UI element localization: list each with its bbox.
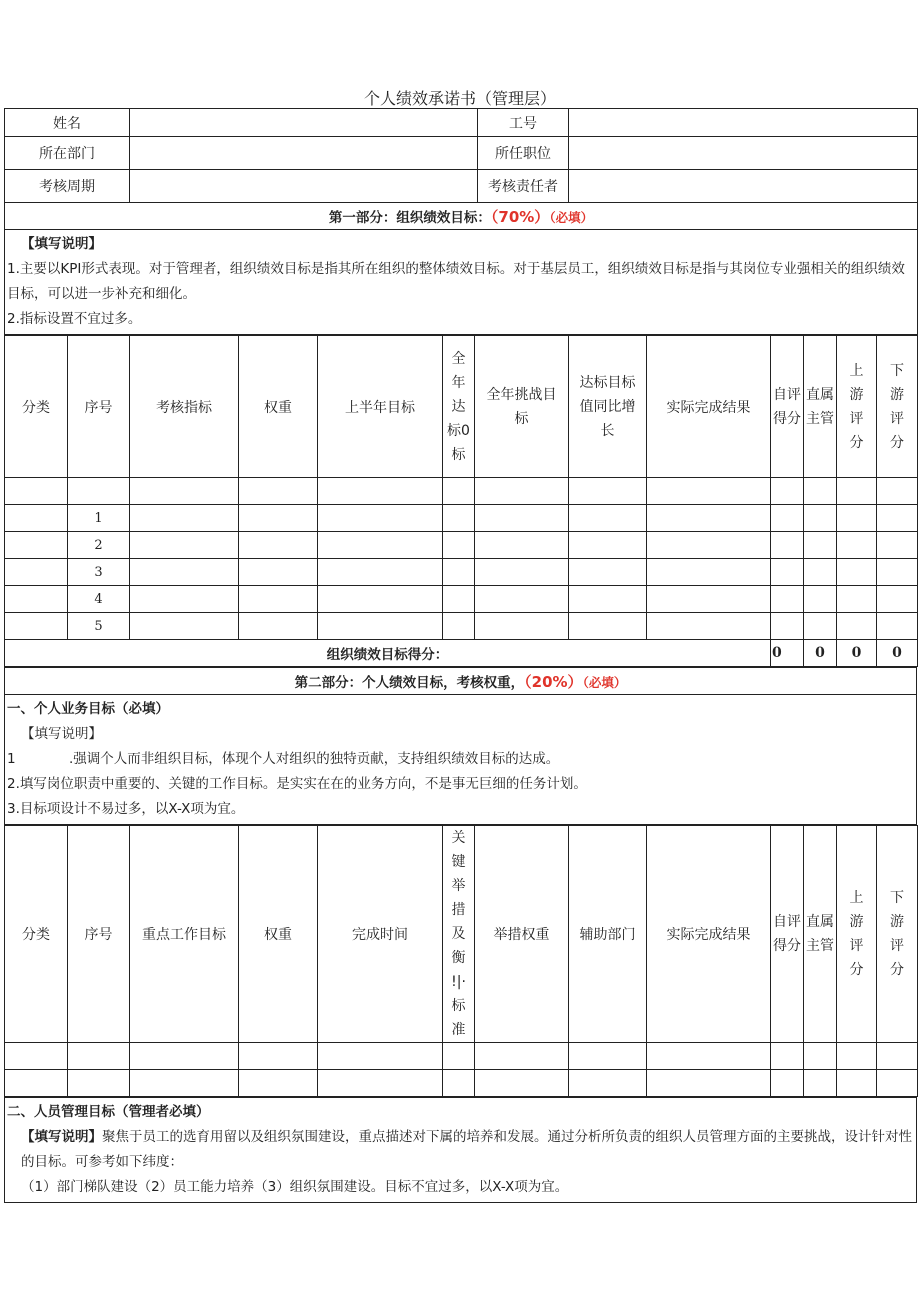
cell[interactable]: [837, 613, 877, 640]
col-annual-target: 全 年 达 标0 标: [443, 336, 475, 478]
col-category: 分类: [5, 336, 68, 478]
score-upstream: 0: [837, 640, 877, 667]
cell[interactable]: [569, 613, 647, 640]
part1-instructions: [5, 230, 918, 335]
cell[interactable]: [804, 478, 837, 505]
kpi-table: [4, 335, 918, 667]
cell[interactable]: [475, 478, 569, 505]
performance-form: [4, 108, 917, 1203]
part2-instr-2: 2.填写岗位职责中重要的、关键的工作目标。是实实在在的业务方向，不是事无巨细的任务计划。: [7, 776, 587, 792]
cell[interactable]: [443, 1070, 475, 1097]
cell[interactable]: [647, 1070, 771, 1097]
cell[interactable]: [318, 559, 443, 586]
cell[interactable]: [443, 586, 475, 613]
cell[interactable]: [239, 532, 318, 559]
col-seq: 序号: [68, 826, 130, 1043]
id-label: 工号: [478, 109, 569, 137]
cell[interactable]: [877, 532, 918, 559]
period-label: 考核周期: [5, 170, 130, 203]
cell[interactable]: [130, 1043, 239, 1070]
cell[interactable]: [877, 478, 918, 505]
cell[interactable]: [68, 478, 130, 505]
col-manager: 直属主管: [804, 826, 837, 1043]
cell[interactable]: [443, 478, 475, 505]
table-row: [5, 559, 918, 586]
part1-instr-1: 1.主要以KPI形式表现。对于管理者，组织绩效目标是指其所在组织的整体绩效目标。对于基层员工，组织绩效目标是指与其岗位专业强相关的组织绩效目标，可以进一步补充和细化。: [7, 261, 905, 302]
cell[interactable]: [771, 478, 804, 505]
col-downstream: 下 游 评 分: [877, 826, 918, 1043]
cell[interactable]: [130, 478, 239, 505]
col-weight: 权重: [239, 826, 318, 1043]
col-indicator: 考核指标: [130, 336, 239, 478]
cell[interactable]: [475, 1070, 569, 1097]
cell[interactable]: [239, 559, 318, 586]
col-downstream: 下 游 评 分: [877, 336, 918, 478]
people-mgmt-section: [4, 1097, 917, 1203]
col-yoy: 达标目标值同比增长: [569, 336, 647, 478]
part1-instructions-title: 【填写说明】: [21, 236, 102, 252]
cell[interactable]: [647, 1043, 771, 1070]
cell[interactable]: [318, 586, 443, 613]
cell[interactable]: [837, 478, 877, 505]
cell[interactable]: [569, 1043, 647, 1070]
cell[interactable]: [877, 1043, 918, 1070]
cell[interactable]: [804, 586, 837, 613]
cell[interactable]: [68, 1043, 130, 1070]
page-title: 个人绩效承诺书（管理层）: [363, 89, 556, 108]
cell[interactable]: [837, 1070, 877, 1097]
cell[interactable]: [239, 1070, 318, 1097]
cell[interactable]: [569, 505, 647, 532]
col-weight: 权重: [239, 336, 318, 478]
part1-heading: 第一部分：组织绩效目标：（70%）（必填）: [5, 203, 918, 230]
cell[interactable]: [647, 586, 771, 613]
cell[interactable]: [475, 1043, 569, 1070]
row-seq: 2: [68, 532, 130, 559]
cell[interactable]: [569, 1070, 647, 1097]
cell[interactable]: [239, 505, 318, 532]
position-field[interactable]: [569, 137, 918, 170]
cell[interactable]: [130, 505, 239, 532]
cell[interactable]: [569, 586, 647, 613]
cell[interactable]: [443, 505, 475, 532]
col-manager: 直属主管: [804, 336, 837, 478]
cell[interactable]: [647, 613, 771, 640]
cell[interactable]: [130, 1070, 239, 1097]
col-support-dept: 辅助部门: [569, 826, 647, 1043]
cell[interactable]: [771, 532, 804, 559]
name-label: 姓名: [5, 109, 130, 137]
cell[interactable]: [475, 559, 569, 586]
cell[interactable]: [647, 505, 771, 532]
sub1-title: 一、个人业务目标（必填）: [7, 701, 169, 717]
cell[interactable]: [647, 559, 771, 586]
cell[interactable]: [475, 505, 569, 532]
cell[interactable]: [837, 532, 877, 559]
col-seq: 序号: [68, 336, 130, 478]
table-row: [5, 505, 918, 532]
cell[interactable]: [5, 505, 68, 532]
col-measures: 关 键 举 措 及 衡 !|· 标 准: [443, 826, 475, 1043]
cell[interactable]: [804, 1070, 837, 1097]
col-self: 自评得分: [771, 336, 804, 478]
table-row: [5, 586, 918, 613]
cell[interactable]: [130, 613, 239, 640]
cell[interactable]: [239, 613, 318, 640]
cell[interactable]: [647, 478, 771, 505]
cell[interactable]: [130, 559, 239, 586]
cell[interactable]: [68, 1070, 130, 1097]
sub2-instructions: 【填写说明】聚焦于员工的选育用留以及组织氛围建设，重点描述对下属的培养和发展。通过分析所负责的组织人员管理方面的主要挑战，设计针对性的目标。可参考如下纬度：: [21, 1129, 912, 1170]
cell[interactable]: [5, 559, 68, 586]
table-row: [5, 613, 918, 640]
score-downstream: 0: [877, 640, 918, 667]
part2-instructions: [5, 695, 917, 825]
col-measure-weight: 举措权重: [475, 826, 569, 1043]
part2-weight: （20%）: [524, 672, 583, 691]
cell[interactable]: [569, 559, 647, 586]
cell[interactable]: [771, 1070, 804, 1097]
col-key-goal: 重点工作目标: [130, 826, 239, 1043]
cell[interactable]: [239, 586, 318, 613]
cell[interactable]: [877, 505, 918, 532]
row-seq: 4: [68, 586, 130, 613]
cell[interactable]: [239, 1043, 318, 1070]
cell[interactable]: [837, 1043, 877, 1070]
cell[interactable]: [475, 613, 569, 640]
part2-instr-1: 1 .强调个人而非组织目标，体现个人对组织的独特贡献，支持组织绩效目标的达成。: [7, 751, 560, 767]
score-self: 0: [771, 640, 804, 667]
col-actual: 实际完成结果: [647, 336, 771, 478]
sub2-title: 二、人员管理目标（管理者必填）: [7, 1104, 210, 1120]
cell[interactable]: [318, 613, 443, 640]
cell[interactable]: [318, 1043, 443, 1070]
score-row: [5, 640, 918, 667]
row-seq: 1: [68, 505, 130, 532]
cell[interactable]: [5, 613, 68, 640]
col-half-goal: 上半年目标: [318, 336, 443, 478]
cell[interactable]: [5, 478, 68, 505]
cell[interactable]: [771, 559, 804, 586]
info-table: [4, 108, 918, 335]
cell[interactable]: [877, 1070, 918, 1097]
cell[interactable]: [318, 1070, 443, 1097]
people-mgmt-text: [5, 1098, 917, 1203]
cell[interactable]: [837, 559, 877, 586]
table-row: [5, 532, 918, 559]
table-row: [5, 1070, 918, 1097]
id-field[interactable]: [569, 109, 918, 137]
cell[interactable]: [5, 586, 68, 613]
col-upstream: 上 游 评 分: [837, 826, 877, 1043]
col-annual-challenge: 全年挑战目标: [475, 336, 569, 478]
part2-instructions-title: 【填写说明】: [21, 726, 102, 742]
cell[interactable]: [475, 586, 569, 613]
table-row: [5, 1043, 918, 1070]
part2-heading: 第二部分：个人绩效目标，考核权重，（20%）（必填）: [5, 668, 917, 695]
owner-field[interactable]: [569, 170, 918, 203]
col-self: 自评得分: [771, 826, 804, 1043]
period-field[interactable]: [130, 170, 478, 203]
part1-instr-2: 2.指标设置不宜过多。: [7, 311, 142, 327]
row-seq: 5: [68, 613, 130, 640]
cell[interactable]: [877, 586, 918, 613]
part2-required: （必填）: [582, 674, 627, 690]
cell[interactable]: [130, 532, 239, 559]
cell[interactable]: [569, 478, 647, 505]
cell[interactable]: [804, 532, 837, 559]
cell[interactable]: [804, 613, 837, 640]
part2-instr-3: 3.目标项设计不易过多，以X-X项为宜。: [7, 801, 245, 817]
cell[interactable]: [475, 532, 569, 559]
dept-label: 所在部门: [5, 137, 130, 170]
cell[interactable]: [804, 1043, 837, 1070]
cell[interactable]: [647, 532, 771, 559]
part1-required: （必填）: [549, 209, 594, 225]
goals-table: [4, 825, 918, 1097]
col-upstream: 上 游 评 分: [837, 336, 877, 478]
cell[interactable]: [804, 559, 837, 586]
cell[interactable]: [443, 1043, 475, 1070]
cell[interactable]: [443, 532, 475, 559]
cell[interactable]: [239, 478, 318, 505]
cell[interactable]: [804, 505, 837, 532]
cell[interactable]: [771, 505, 804, 532]
cell[interactable]: [318, 478, 443, 505]
cell[interactable]: [130, 586, 239, 613]
position-label: 所任职位: [478, 137, 569, 170]
owner-label: 考核责任者: [478, 170, 569, 203]
row-seq: 3: [68, 559, 130, 586]
col-finish-time: 完成时间: [318, 826, 443, 1043]
part2-intro: [4, 667, 917, 825]
cell[interactable]: [5, 532, 68, 559]
cell[interactable]: [771, 1043, 804, 1070]
dept-field[interactable]: [130, 137, 478, 170]
col-category: 分类: [5, 826, 68, 1043]
cell[interactable]: [443, 613, 475, 640]
score-manager: 0: [804, 640, 837, 667]
name-field[interactable]: [130, 109, 478, 137]
cell[interactable]: [837, 505, 877, 532]
cell[interactable]: [877, 613, 918, 640]
cell[interactable]: [771, 613, 804, 640]
cell[interactable]: [318, 505, 443, 532]
cell[interactable]: [5, 1043, 68, 1070]
score-label: 组织绩效目标得分：: [5, 640, 771, 667]
col-actual: 实际完成结果: [647, 826, 771, 1043]
part1-weight: （70%）: [490, 207, 550, 226]
cell[interactable]: [569, 532, 647, 559]
cell[interactable]: [771, 586, 804, 613]
cell[interactable]: [443, 559, 475, 586]
cell[interactable]: [877, 559, 918, 586]
cell[interactable]: [318, 532, 443, 559]
cell[interactable]: [837, 586, 877, 613]
cell[interactable]: [5, 1070, 68, 1097]
sub2-dimensions: （1）部门梯队建设（2）员工能力培养（3）组织氛围建设。目标不宜过多，以X-X项为宜。: [21, 1179, 569, 1195]
